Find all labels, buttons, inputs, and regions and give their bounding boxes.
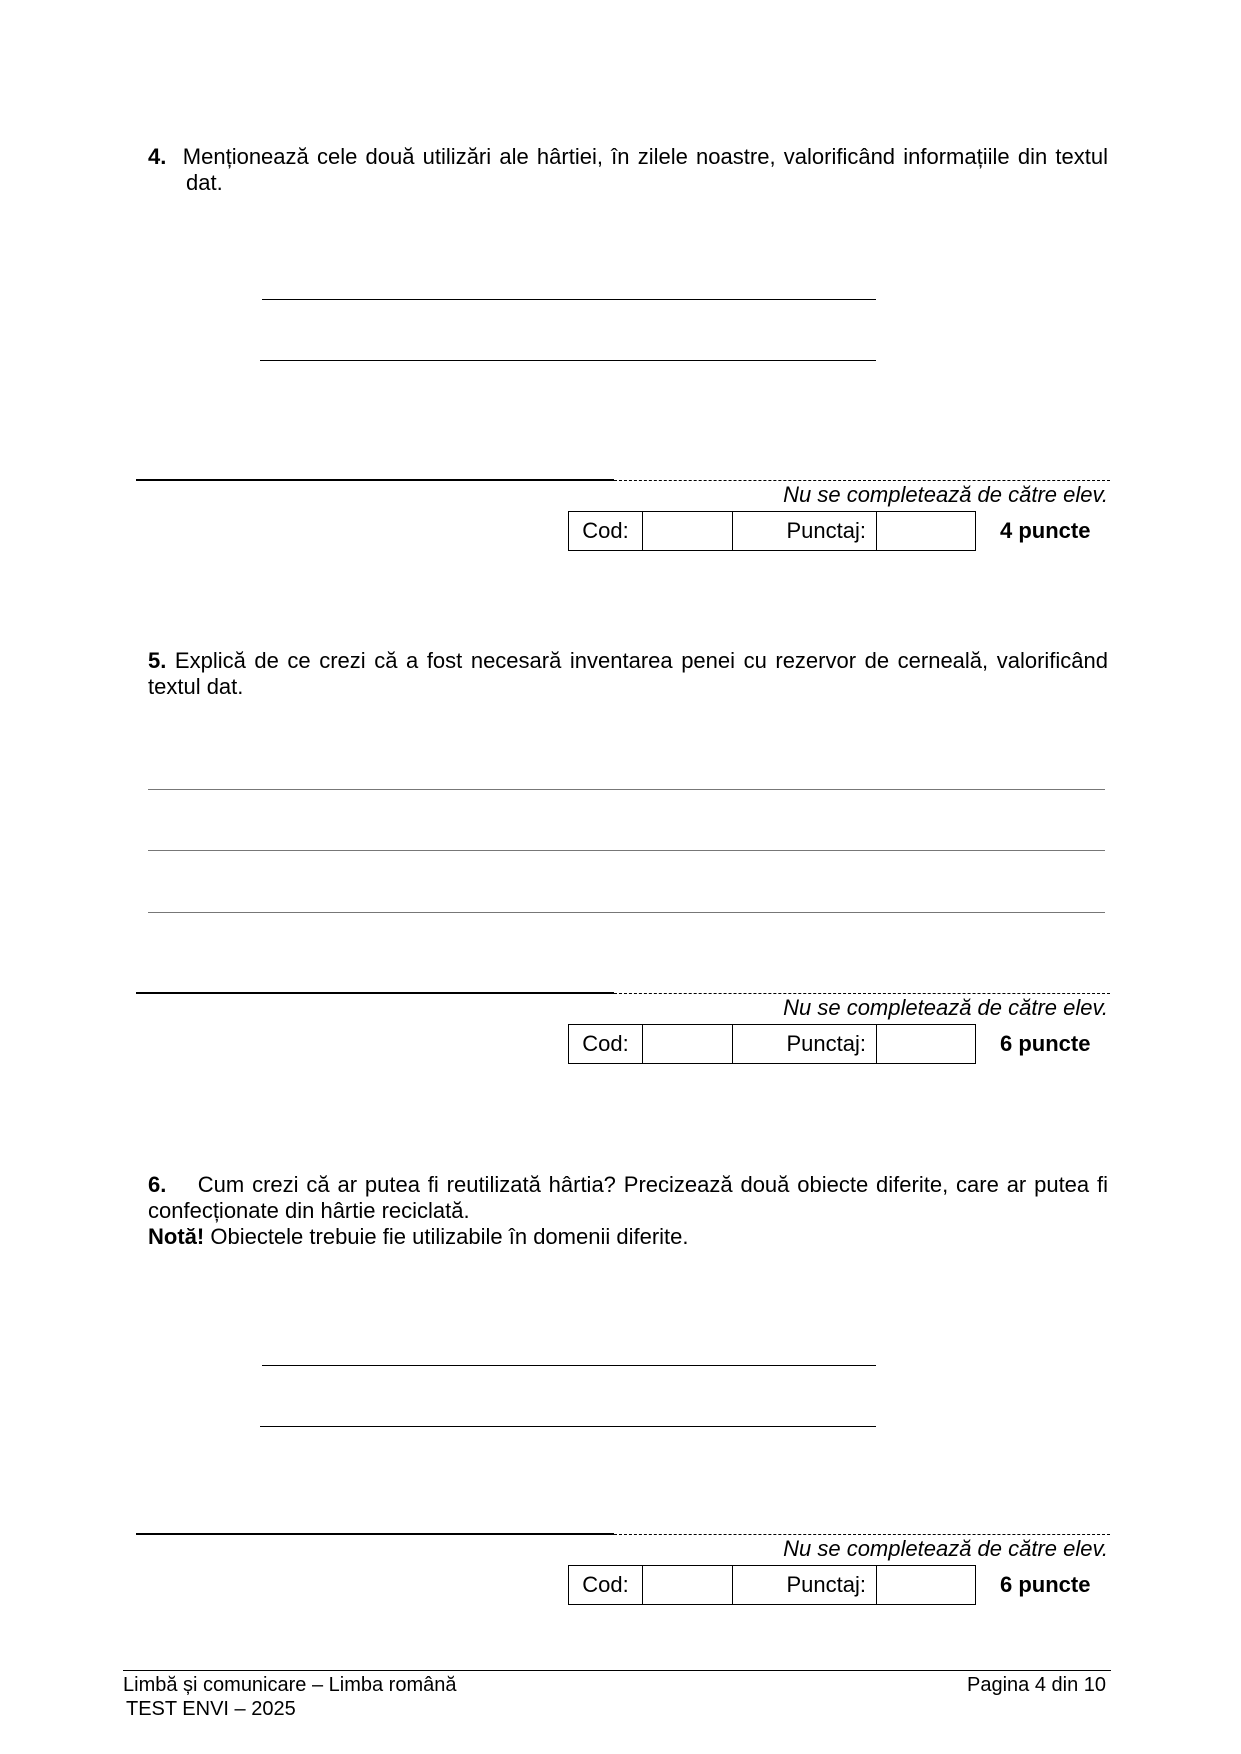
teacher-note: Nu se completează de către elev.	[783, 995, 1108, 1020]
footer-subject: Limbă și comunicare – Limba română	[123, 1674, 457, 1696]
cod-field[interactable]	[643, 1566, 733, 1604]
answer-line[interactable]	[148, 789, 1105, 790]
question-4	[148, 144, 1108, 196]
question-5	[148, 648, 1108, 700]
footer-divider	[123, 1670, 1111, 1671]
question-text: Menționează cele două utilizări ale hârtiei, în zilele noastre, valorificând informațiile din textul dat.	[182, 144, 1108, 195]
note-label: Notă!	[148, 1224, 205, 1249]
punctaj-field[interactable]	[877, 1025, 975, 1063]
footer-test: TEST ENVI – 2025	[126, 1698, 296, 1720]
footer-page: Pagina 4 din 10	[966, 1674, 1106, 1696]
points-label: 6 puncte	[1000, 1031, 1091, 1056]
punctaj-label: Punctaj:	[733, 512, 877, 550]
cod-field[interactable]	[643, 512, 733, 550]
punctaj-label: Punctaj:	[733, 1566, 877, 1604]
cod-label: Cod:	[569, 1566, 643, 1604]
answer-line[interactable]	[148, 850, 1105, 851]
score-box	[568, 511, 976, 551]
punctaj-label: Punctaj:	[733, 1025, 877, 1063]
cod-label: Cod:	[569, 512, 643, 550]
answer-line[interactable]	[262, 299, 876, 300]
cod-field[interactable]	[643, 1025, 733, 1063]
question-number: 4.	[148, 144, 167, 169]
cod-label: Cod:	[569, 1025, 643, 1063]
answer-line[interactable]	[260, 1426, 876, 1427]
answer-line[interactable]	[260, 360, 876, 361]
points-label: 6 puncte	[1000, 1572, 1091, 1597]
question-number: 6.	[148, 1172, 167, 1197]
punctaj-field[interactable]	[877, 1566, 975, 1604]
points-label: 4 puncte	[1000, 518, 1091, 543]
question-text: Explică de ce crezi că a fost necesară inventarea penei cu rezervor de cerneală, valorificând textul dat.	[148, 648, 1108, 699]
punctaj-field[interactable]	[877, 512, 975, 550]
teacher-note: Nu se completează de către elev.	[783, 482, 1108, 507]
note-text: Obiectele trebuie fie utilizabile în domenii diferite.	[210, 1224, 689, 1249]
answer-line[interactable]	[262, 1365, 876, 1366]
answer-line[interactable]	[148, 912, 1105, 913]
question-6	[148, 1172, 1108, 1250]
score-box	[568, 1024, 976, 1064]
teacher-note: Nu se completează de către elev.	[783, 1536, 1108, 1561]
question-text: Cum crezi că ar putea fi reutilizată hârtia? Precizează două obiecte diferite, care ar putea fi confecționate din hârtie reciclată.	[148, 1172, 1109, 1223]
score-box	[568, 1565, 976, 1605]
question-number: 5.	[148, 648, 167, 673]
